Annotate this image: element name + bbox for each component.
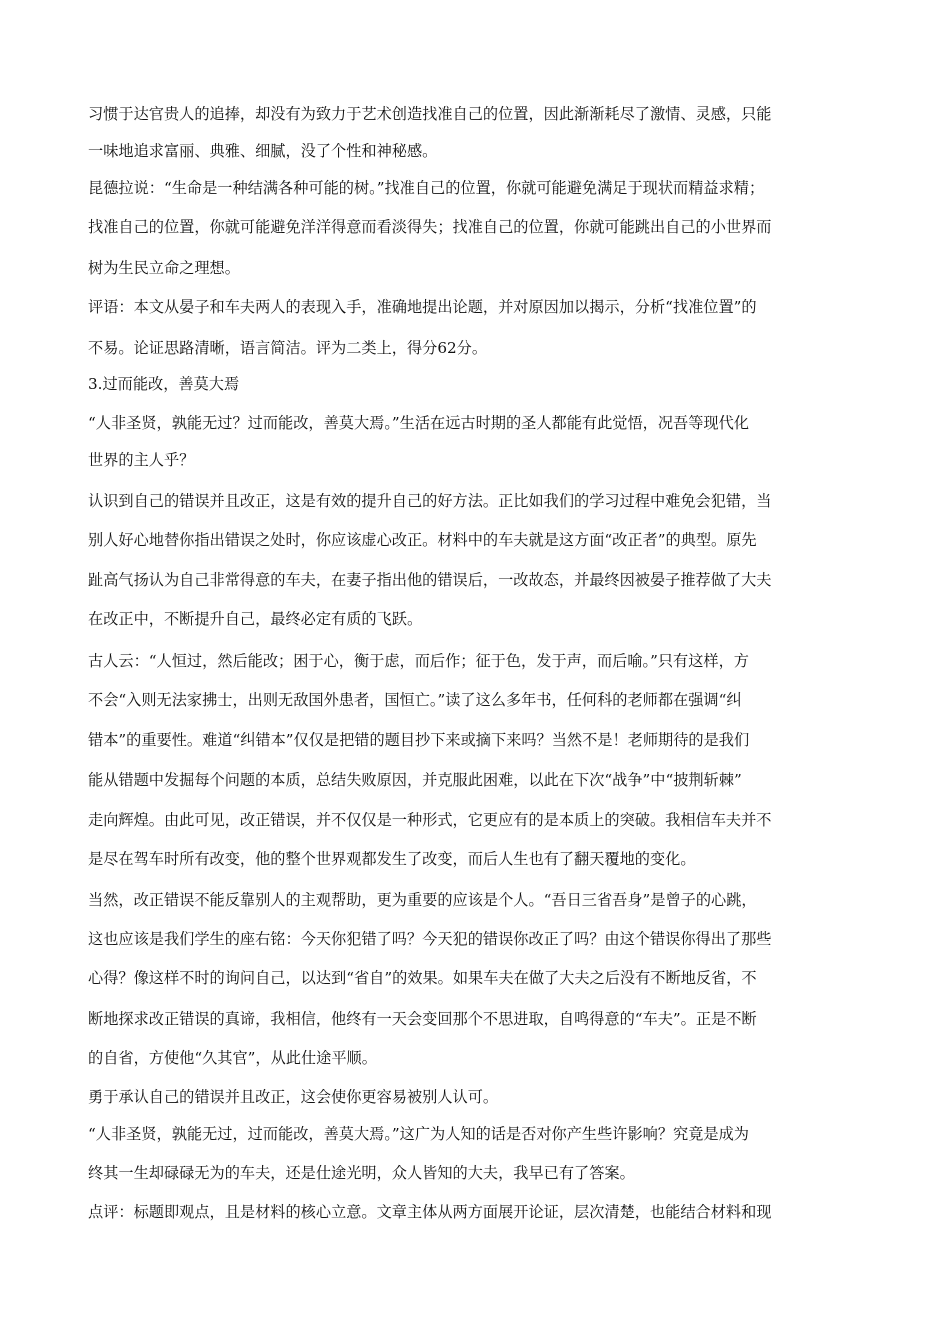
text-line: 走向辉煌。由此可见，改正错误，并不仅仅是一种形式，它更应有的是本质上的突破。我相信车夫并不	[88, 811, 772, 829]
text-line: “人非圣贤，孰能无过？过而能改，善莫大焉。”生活在远古时期的圣人都能有此觉悟，况吾等现代化	[88, 414, 749, 432]
text-line: 找准自己的位置，你就可能避免洋洋得意而看淡得失；找准自己的位置，你就可能跳出自己的小世界而	[88, 218, 772, 236]
text-line: 世界的主人乎？	[88, 451, 195, 469]
text-line: 点评：标题即观点，且是材料的核心立意。文章主体从两方面展开论证，层次清楚，也能结合材料和现	[88, 1203, 772, 1221]
text-line: 不会“入则无法家拂士，出则无敌国外患者，国恒亡。”读了这么多年书，任何科的老师都在强调“纠	[88, 691, 742, 709]
text-line: 在改正中，不断提升自己，最终必定有质的飞跃。	[88, 610, 423, 628]
text-line: 古人云：“人恒过，然后能改；困于心，衡于虑，而后作；征于色，发于声，而后喻。”只有这样，方	[88, 652, 749, 670]
text-line: 认识到自己的错误并且改正，这是有效的提升自己的好方法。正比如我们的学习过程中难免会犯错，当	[88, 492, 772, 510]
text-line: 这也应该是我们学生的座右铭：今天你犯错了吗？今天犯的错误你改正了吗？由这个错误你得出了那些	[88, 930, 772, 948]
text-line: 树为生民立命之理想。	[88, 259, 240, 277]
text-line: 趾高气扬认为自己非常得意的车夫，在妻子指出他的错误后，一改故态，并最终因被晏子推荐做了大夫	[88, 571, 772, 589]
text-line: 不易。论证思路清晰，语言简洁。评为二类上，得分62分。	[88, 339, 488, 357]
text-line: 是尽在驾车时所有改变，他的整个世界观都发生了改变，而后人生也有了翻天覆地的变化。	[88, 850, 696, 868]
text-line: 断地探求改正错误的真谛，我相信，他终有一天会变回那个不思进取，自鸣得意的“车夫”。正是不断	[88, 1010, 757, 1028]
text-line: 终其一生却碌碌无为的车夫，还是仕途光明，众人皆知的大夫，我早已有了答案。	[88, 1164, 635, 1182]
section-heading: 3.过而能改，善莫大焉	[88, 375, 240, 393]
text-line: 能从错题中发掘每个问题的本质，总结失败原因，并克服此困难，以此在下次“战争”中“披荆斩棘”	[88, 771, 742, 789]
text-line: 别人好心地替你指出错误之处时，你应该虚心改正。材料中的车夫就是这方面“改正者”的典型。原先	[88, 531, 757, 549]
text-line: 评语：本文从晏子和车夫两人的表现入手，准确地提出论题，并对原因加以揭示，分析“找准位置”的	[88, 298, 757, 316]
text-line: 昆德拉说：“生命是一种结满各种可能的树。”找准自己的位置，你就可能避免满足于现状而精益求精；	[88, 179, 765, 197]
text-line: 习惯于达官贵人的追捧，却没有为致力于艺术创造找准自己的位置，因此渐渐耗尽了激情、灵感，只能	[88, 105, 772, 123]
text-line: 一味地追求富丽、典雅、细腻，没了个性和神秘感。	[88, 142, 438, 160]
text-line: 错本”的重要性。难道“纠错本”仅仅是把错的题目抄下来或摘下来吗？当然不是！老师期待的是我们	[88, 731, 750, 749]
text-line: 的自省，方使他“久其官”，从此仕途平顺。	[88, 1049, 377, 1067]
text-line: “人非圣贤，孰能无过，过而能改，善莫大焉。”这广为人知的话是否对你产生些许影响？究竟是成为	[88, 1125, 749, 1143]
text-line: 勇于承认自己的错误并且改正，这会使你更容易被别人认可。	[88, 1088, 499, 1106]
text-line: 当然，改正错误不能反靠别人的主观帮助，更为重要的应该是个人。“吾日三省吾身”是曾子的心跳，	[88, 891, 757, 909]
text-line: 心得？像这样不时的询问自己，以达到“省自”的效果。如果车夫在做了大夫之后没有不断地反省，不	[88, 969, 757, 987]
